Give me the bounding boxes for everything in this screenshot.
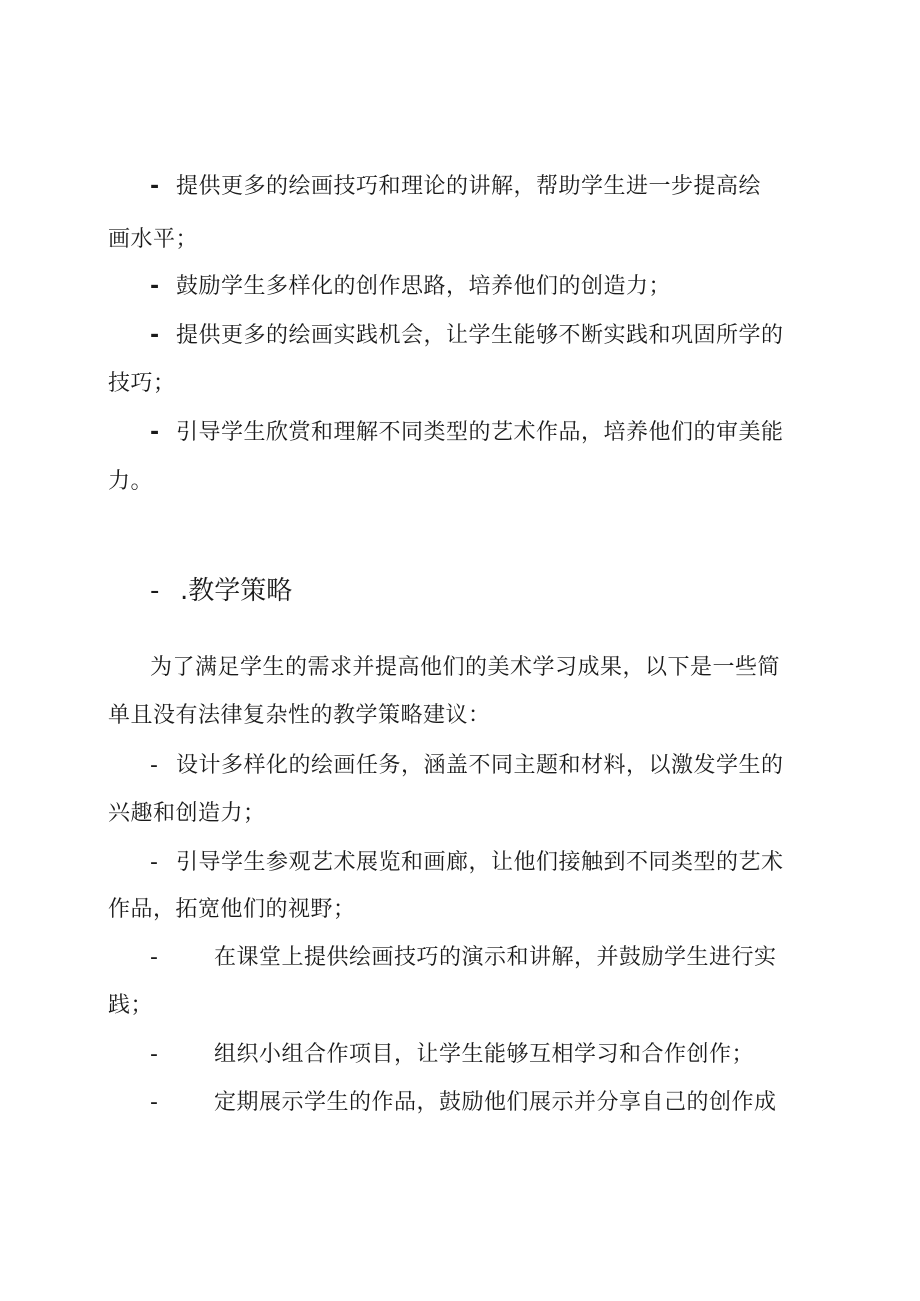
heading-dash: - (150, 576, 160, 606)
bullet-dash: - (150, 420, 160, 445)
list-item-text: 引导学生参观艺术展览和画廊，让他们接触到不同类型的艺术 (176, 850, 784, 875)
strategy-item-5-line-1: 定期展示学生的作品，鼓励他们展示并分享自己的创作成 (214, 1090, 777, 1115)
bullet-dash: - (150, 1090, 158, 1115)
list-item-4-line-1 (150, 418, 784, 448)
bullet-dash: - (150, 945, 158, 970)
strategy-item-1-line-1 (150, 751, 784, 781)
strategy-item-1-line-2: 兴趣和创造力； (108, 801, 266, 826)
paragraph-line-2: 单且没有法律复杂性的教学策略建议： (108, 703, 491, 728)
list-item-text: 引导学生欣赏和理解不同类型的艺术作品，培养他们的审美能 (176, 420, 784, 445)
list-item-3-line-1 (150, 321, 784, 351)
strategy-item-4-line-1: 组织小组合作项目，让学生能够互相学习和合作创作； (214, 1042, 755, 1067)
list-item-text: 设计多样化的绘画任务，涵盖不同主题和材料，以激发学生的 (176, 753, 784, 778)
bullet-dash: - (150, 274, 160, 299)
strategy-item-3-line-1: 在课堂上提供绘画技巧的演示和讲解，并鼓励学生进行实 (214, 945, 777, 970)
list-item-text: 提供更多的绘画实践机会，让学生能够不断实践和巩固所学的 (176, 323, 784, 348)
list-item-1-line-2: 画水平； (108, 227, 199, 252)
paragraph-line-1: 为了满足学生的需求并提高他们的美术学习成果，以下是一些简 (150, 655, 781, 680)
list-item-3-line-2: 技巧； (108, 371, 176, 396)
bullet-dash: - (150, 323, 160, 348)
section-heading (150, 574, 292, 608)
list-item-text: 提供更多的绘画技巧和理论的讲解，帮助学生进一步提高绘 (176, 174, 762, 199)
list-item-text: 鼓励学生多样化的创作思路，培养他们的创造力； (176, 274, 672, 299)
strategy-item-2-line-2: 作品，拓宽他们的视野； (108, 897, 356, 922)
list-item-4-line-2: 力。 (108, 469, 154, 494)
bullet-dash: - (150, 850, 159, 875)
bullet-dash: - (150, 753, 159, 778)
list-item-2-line-1 (150, 272, 671, 302)
bullet-dash: - (150, 1042, 158, 1067)
list-item-1-line-1 (150, 172, 761, 202)
strategy-item-3-line-2: 践； (108, 993, 154, 1018)
section-title: .教学策略 (180, 576, 293, 606)
bullet-dash: - (150, 174, 160, 199)
strategy-item-2-line-1 (150, 848, 784, 878)
